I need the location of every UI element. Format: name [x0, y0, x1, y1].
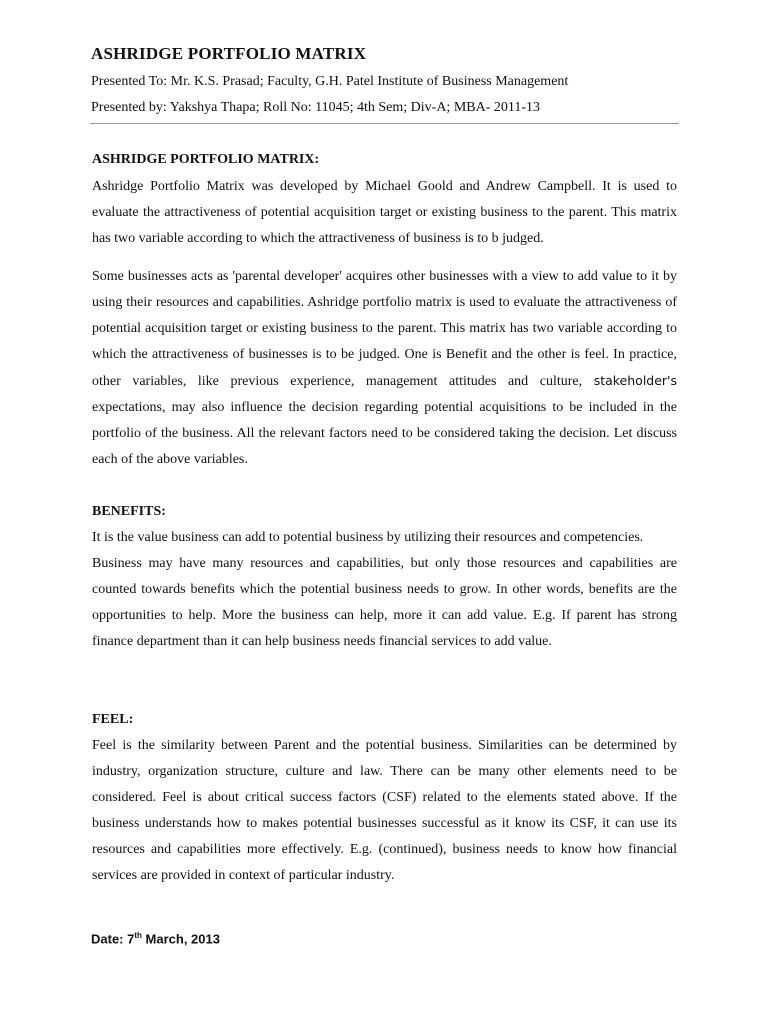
intro-section: [92, 147, 677, 173]
intro-paragraph-2-part-b: expectations, may also influence the decision regarding potential acquisitions to be included in the portfolio of the business. All the relevant factors need to be considered taking the decision. Let discuss each of the above variables.: [92, 400, 677, 467]
benefits-section: [92, 499, 677, 655]
intro-paragraph-2-block: [92, 264, 677, 473]
intro-paragraph-2-part-a: Some businesses acts as 'parental developer' acquires other businesses with a view to add value to it by using their resources and capabilities. Ashridge portfolio matrix is used to evaluate the attractiveness of potential acquisition target or existing business to the parent. This matrix has two variable according to which the attractiveness of businesses is to be judged. One is Benefit and the other is feel. In practice, other variables, like previous experience, management attitudes and culture,: [92, 269, 677, 389]
intro-paragraph-2: [92, 264, 677, 473]
feel-paragraph-1: Feel is the similarity between Parent and the potential business. Similarities can be determined by industry, organization structure, culture and law. There can be many other elements need to be considered. Feel is about critical success factors (CSF) related to the elements stated above. If the business understands how to makes potential businesses successful as it know its CSF, it can use its resources and capabilities more effectively. E.g. (continued), business needs to know how financial services are provided in context of particular industry.: [92, 738, 677, 883]
intro-heading: ASHRIDGE PORTFOLIO MATRIX:: [92, 152, 320, 167]
benefits-paragraph-1: It is the value business can add to potential business by utilizing their resources and competencies.: [92, 530, 644, 545]
header-divider: [90, 123, 679, 124]
presented-by-line: Presented by: Yakshya Thapa; Roll No: 11045; 4th Sem; Div-A; MBA- 2011-13: [91, 100, 541, 115]
presented-to-line: Presented To: Mr. K.S. Prasad; Faculty, G.H. Patel Institute of Business Management: [91, 74, 569, 89]
intro-paragraph-1-block: [92, 174, 677, 252]
intro-paragraph-1: Ashridge Portfolio Matrix was developed by Michael Goold and Andrew Campbell. It is used to evaluate the attractiveness of potential acquisition target or existing business to the parent. This matrix has two variable according to which the attractiveness of business is to b judged.: [92, 179, 677, 246]
date-suffix: March, 2013: [141, 931, 220, 947]
feel-heading: FEEL:: [92, 712, 134, 727]
feel-section: [92, 707, 677, 889]
benefits-paragraph-2: Business may have many resources and capabilities, but only those resources and capabilities are counted towards benefits which the potential business needs to grow. In other words, benefits are the opportunities to help. More the business can help, more it can add value. E.g. If parent has strong finance department than it can help business needs financial services to add value.: [92, 556, 677, 649]
document-title: ASHRIDGE PORTFOLIO MATRIX: [91, 44, 367, 63]
date-ordinal: th: [134, 931, 142, 940]
stakeholders-word: stakeholder's: [593, 373, 678, 388]
benefits-heading: BENEFITS:: [92, 504, 166, 519]
date-prefix: Date: 7: [91, 931, 135, 947]
document-date: [91, 931, 220, 946]
